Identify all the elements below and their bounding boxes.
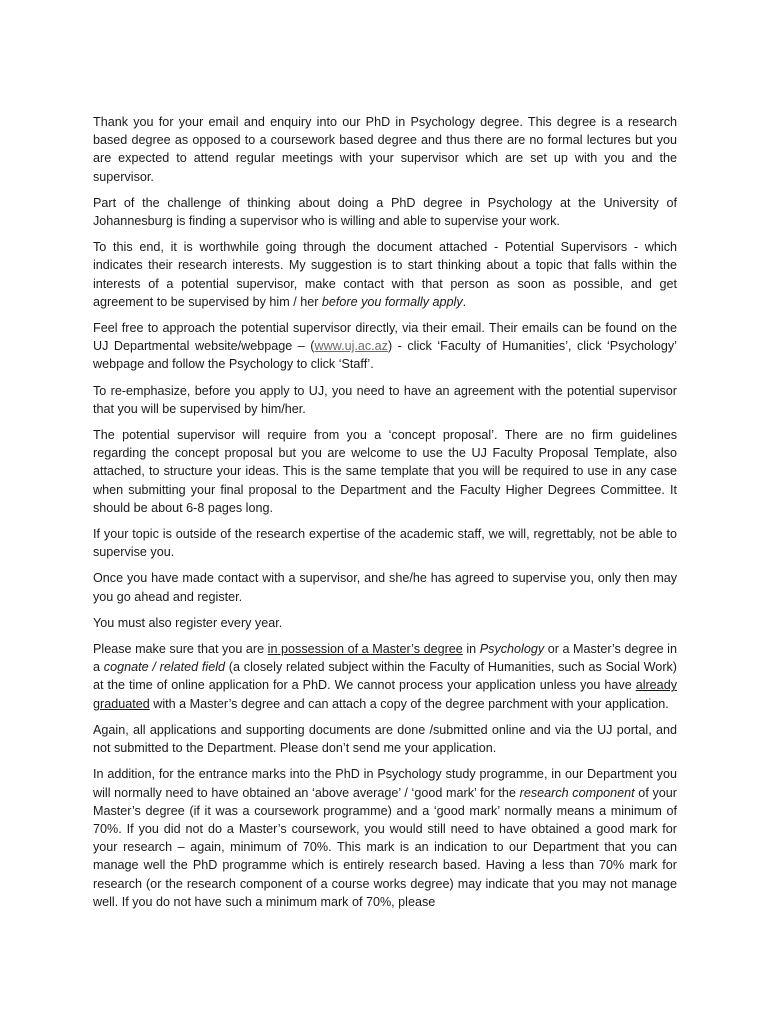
text: To this end, it is worthwhile going through the document attached - Potential Supervisors - which indicates their research interests. My suggestion is to start thinking about a topic that falls within the interests of a potential supervisor, make contact with that person as soon as possible, and get agreement to be supervised by him / her [93, 240, 677, 309]
paragraph-reemphasize: To re-emphasize, before you apply to UJ, you need to have an agreement with the potential supervisor that you will be supervised by him/her. [93, 383, 677, 416]
text: (a closely related subject within the Faculty of Humanities, such as Social Work) at the time of online application for a PhD. We cannot process your application unless you have [93, 660, 677, 693]
uj-website-link[interactable]: www.uj.ac.az [314, 339, 388, 354]
text: or a Master’s degree in a [93, 642, 677, 675]
paragraph-concept-proposal: The potential supervisor will require from you a ‘concept proposal’. There are no firm guidelines regarding the concept proposal but you are welcome to use the UJ Faculty Proposal Template, also attached, to structure your ideas. This is the same template that you will be required to use in any case when submitting your final proposal to the Department and the Faculty Higher Degrees Committee. It should be about 6-8 pages long. [93, 428, 677, 515]
text: Please make sure that you are [93, 642, 268, 657]
paragraph-contact [93, 319, 677, 374]
underlined-text: already graduated [93, 678, 677, 711]
text: ) - click ‘Faculty of Humanities’, click ‘Psychology’ webpage and follow the Psychology to click ‘Staff’. [93, 339, 677, 372]
emphasis-text: cognate / related field [103, 660, 226, 675]
paragraph-supervisors [93, 238, 677, 311]
text: Feel free to approach the potential supervisor directly, via their email. Their emails can be found on the UJ Departmental website/webpage – ( [93, 321, 677, 354]
paragraph-online-applications: Again, all applications and supporting documents are done /submitted online and via the UJ portal, and not submitted to the Department. Please don’t send me your application. [93, 722, 677, 756]
underlined-text: in possession of a Master’s degree [267, 642, 463, 657]
text: in [462, 642, 480, 657]
emphasis-text: Psychology [479, 642, 545, 657]
paragraph-register-yearly: You must also register every year. [93, 615, 283, 630]
paragraph-challenge: Part of the challenge of thinking about doing a PhD degree in Psychology at the University of Johannesburg is finding a supervisor who is willing and able to supervise your work. [93, 195, 677, 229]
paragraph-masters-requirement [93, 640, 677, 713]
emphasis-text: research component [519, 785, 635, 800]
text: with a Master’s degree and can attach a copy of the degree parchment with your application. [149, 696, 669, 711]
text: . [462, 294, 467, 309]
paragraph-entrance-marks [93, 765, 677, 911]
paragraph-topic-outside: If your topic is outside of the research expertise of the academic staff, we will, regrettably, not be able to supervise you. [93, 527, 677, 560]
text: of your Master’s degree (if it was a coursework programme) and a ‘good mark’ normally means a minimum of 70%. If you did not do a Master’s coursework, you would still need to have obtained a good mark for your research – again, minimum of 70%. This mark is an indication to our Department that you can manage well the PhD programme which is entirely research based. Having a less than 70% mark for research (or the research component of a course works degree) may indicate that you may not manage well. If you do not have such a minimum mark of 70%, please [93, 785, 677, 909]
text: In addition, for the entrance marks into the PhD in Psychology study programme, in our Department you will normally need to have obtained an ‘above average’ / ‘good mark’ for the [93, 767, 677, 800]
paragraph-register: Once you have made contact with a supervisor, and she/he has agreed to supervise you, only then may you go ahead and register. [93, 571, 677, 604]
document-page [93, 113, 677, 919]
paragraph-intro: Thank you for your email and enquiry into our PhD in Psychology degree. This degree is a research based degree as opposed to a coursework based degree and thus there are no formal lectures but you are expected to attend regular meetings with your supervisor which are set up with you and the supervisor. [93, 115, 677, 184]
emphasis-text: before you formally apply [321, 294, 463, 309]
